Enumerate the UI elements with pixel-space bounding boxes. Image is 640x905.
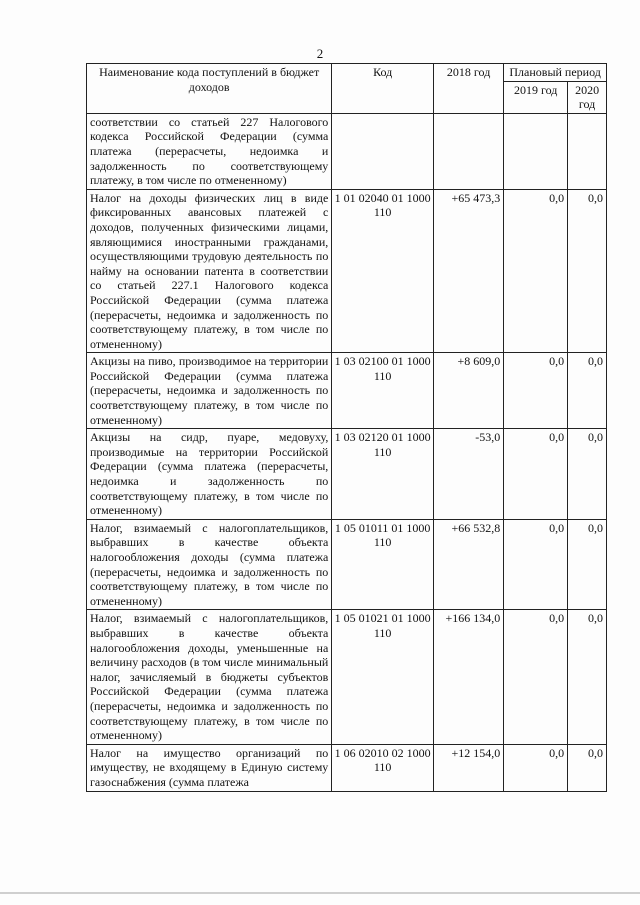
- row-2018: +12 154,0: [434, 744, 504, 791]
- page-number: 2: [316, 46, 324, 61]
- row-code: 1 06 02010 02 1000 110: [332, 744, 434, 791]
- row-name: Налог на доходы физических лиц в виде фиксированных авансовых платежей с доходов, полученных физическими лицами, являющимися иностранными гражданами, осуществляющими трудовую деятельность по найму на основании патента в соответствии со статьей 227.1 Налогового кодекса Российской Федерации (сумма платежа (перерасчеты, недоимка и задолженность по соответствующему платежу, в том числе по отмененному): [87, 189, 332, 353]
- row-name: Налог, взимаемый с налогоплательщиков, выбравших в качестве объекта налогообложения доходы, уменьшенные на величину расходов (в том числе минимальный налог, зачисляемый в бюджеты субъектов Российской Федерации (сумма платежа (перерасчеты, недоимка и задолженность по соответствующему платежу, в том числе по отмененному): [87, 610, 332, 744]
- row-name: соответствии со статьей 227 Налогового кодекса Российской Федерации (сумма платежа (перерасчеты, недоимка и задолженность по соответствующему платежу, в том числе по отмененному): [87, 113, 332, 189]
- row-2020: 0,0: [568, 610, 607, 744]
- row-2019: 0,0: [504, 744, 568, 791]
- row-2019: 0,0: [504, 519, 568, 610]
- row-2020: 0,0: [568, 429, 607, 520]
- row-code: 1 01 02040 01 1000 110: [332, 189, 434, 353]
- table-row: [87, 744, 607, 791]
- row-2020: 0,0: [568, 189, 607, 353]
- row-2018: +66 532,8: [434, 519, 504, 610]
- row-2018: +65 473,3: [434, 189, 504, 353]
- header-planned-period: Плановый период: [504, 64, 607, 82]
- header-2020: 2020 год: [568, 81, 607, 113]
- row-2018: +8 609,0: [434, 353, 504, 429]
- table-row: [87, 189, 607, 353]
- row-2019: 0,0: [504, 189, 568, 353]
- row-code: 1 03 02100 01 1000 110: [332, 353, 434, 429]
- row-2018: -53,0: [434, 429, 504, 520]
- row-2019: 0,0: [504, 610, 568, 744]
- header-2018: 2018 год: [434, 64, 504, 114]
- row-name: Акцизы на пиво, производимое на территории Российской Федерации (сумма платежа (перерасчеты, недоимка и задолженность по соответствующему платежу, в том числе по отмененному): [87, 353, 332, 429]
- table-row: [87, 519, 607, 610]
- row-2018: +166 134,0: [434, 610, 504, 744]
- row-2019: 0,0: [504, 429, 568, 520]
- row-code: [332, 113, 434, 189]
- header-name: Наименование кода поступлений в бюджет доходов: [87, 64, 332, 114]
- table-row: [87, 429, 607, 520]
- row-2018: [434, 113, 504, 189]
- row-name: Акцизы на сидр, пуаре, медовуху, производимые на территории Российской Федерации (сумма платежа (перерасчеты, недоимка и задолженность по соответствующему платежу, в том числе по отмененному): [87, 429, 332, 520]
- row-2020: 0,0: [568, 519, 607, 610]
- row-2020: 0,0: [568, 353, 607, 429]
- row-name: Налог на имущество организаций по имуществу, не входящему в Единую систему газоснабжения (сумма платежа: [87, 744, 332, 791]
- row-code: 1 05 01021 01 1000 110: [332, 610, 434, 744]
- row-name: Налог, взимаемый с налогоплательщиков, выбравших в качестве объекта налогообложения доходы (сумма платежа (перерасчеты, недоимка и задолженность по соответствующему платежу, в том числе по отмененному): [87, 519, 332, 610]
- table-row: [87, 610, 607, 744]
- row-2019: 0,0: [504, 353, 568, 429]
- row-2020: [568, 113, 607, 189]
- table-row: [87, 113, 607, 189]
- row-code: 1 03 02120 01 1000 110: [332, 429, 434, 520]
- row-2019: [504, 113, 568, 189]
- header-code: Код: [332, 64, 434, 114]
- revenue-table: [86, 63, 607, 792]
- header-2019: 2019 год: [504, 81, 568, 113]
- row-code: 1 05 01011 01 1000 110: [332, 519, 434, 610]
- page-bottom-divider: [0, 892, 640, 894]
- table-row: [87, 353, 607, 429]
- row-2020: 0,0: [568, 744, 607, 791]
